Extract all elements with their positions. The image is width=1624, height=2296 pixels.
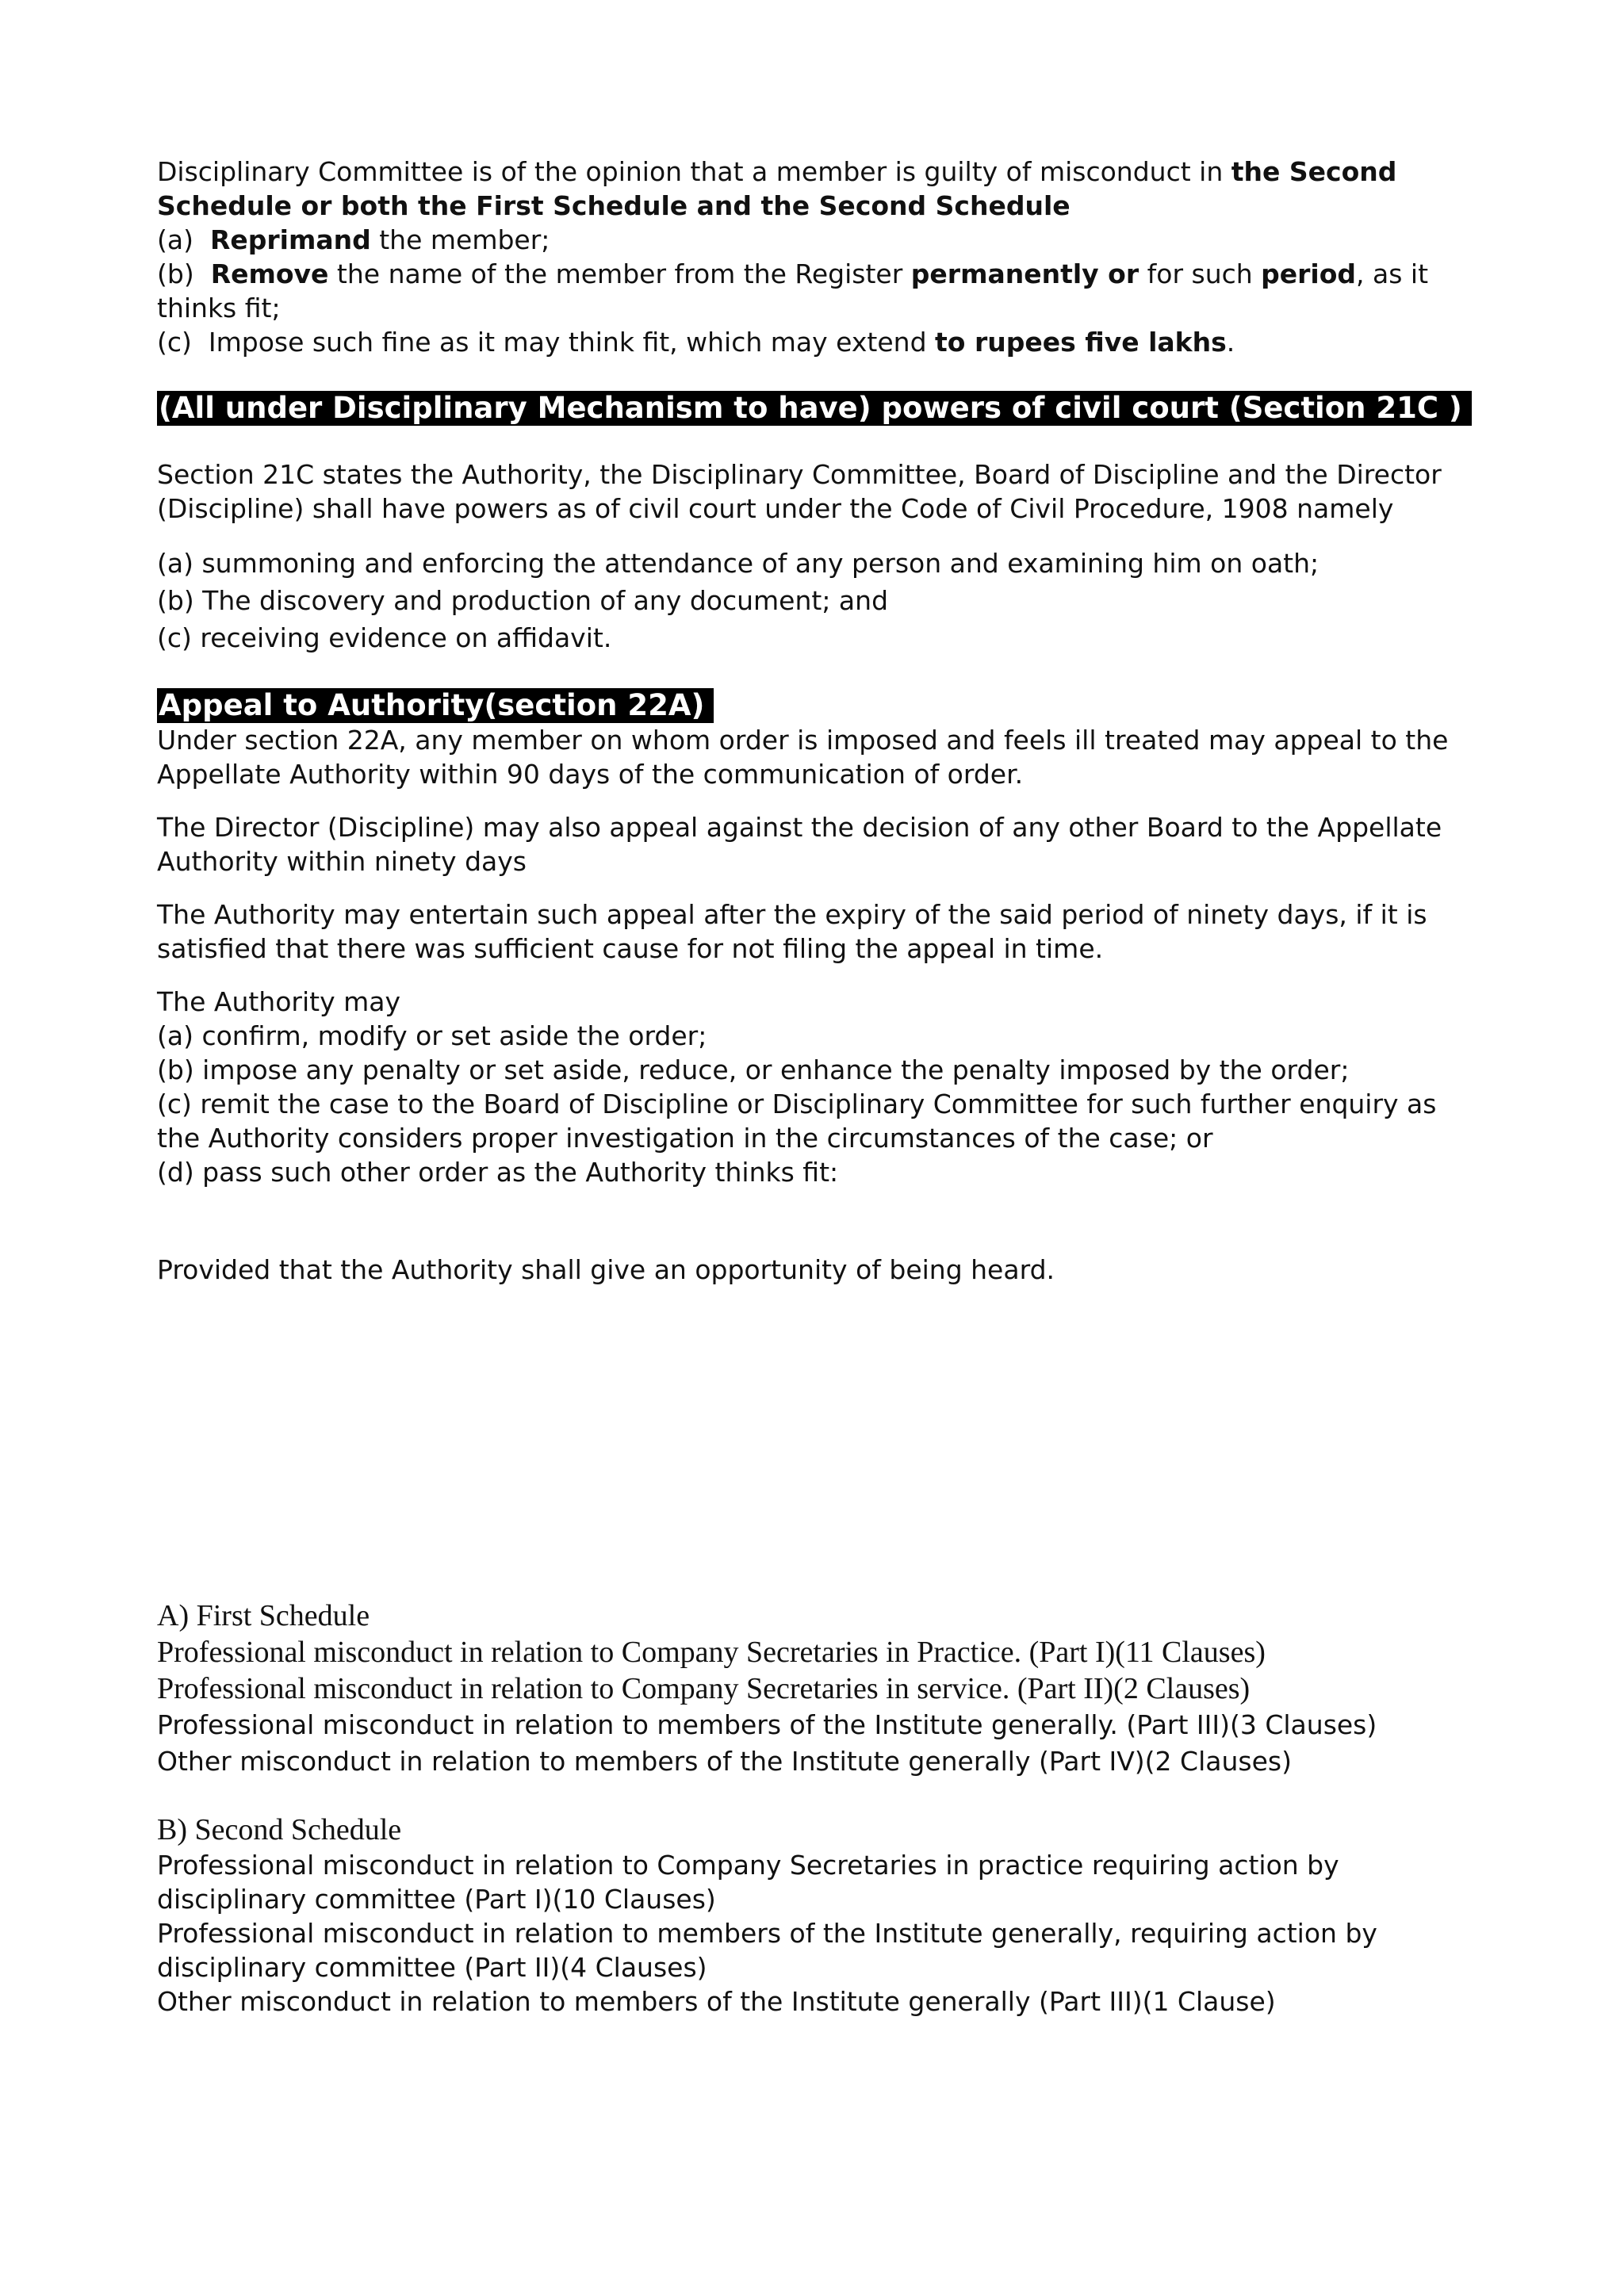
penalty-item-a [157, 223, 1505, 257]
penalty-item-b-bold-remove: Remove [210, 258, 329, 289]
first-schedule-item: Other misconduct in relation to members of the Institute generally (Part IV)(2 Clauses) [157, 1746, 1292, 1777]
penalty-item-b-bold-permanently: permanently or [910, 258, 1139, 289]
penalty-item-a-rest: the member; [370, 224, 550, 255]
appeal-proviso: Provided that the Authority shall give an opportunity of being heard. [157, 1254, 1055, 1285]
appeal-may-item: (c) remit the case to the Board of Discipline or Disciplinary Committee for such further enquiry as the Authority considers proper investigation in the circumstances of the case; or [157, 1089, 1437, 1154]
penalty-item-a-prefix: (a) [157, 224, 210, 255]
appeal-paragraph-1: Under section 22A, any member on whom order is imposed and feels ill treated may appeal to the Appellate Authority within 90 days of the communication of order. [157, 725, 1449, 790]
second-schedule-item: Professional misconduct in relation to members of the Institute generally, requiring action by disciplinary committee (Part II)(4 Clauses) [157, 1918, 1377, 1983]
appeal-heading-wrap [157, 688, 1505, 723]
appeal-may-item: (d) pass such other order as the Authority thinks fit: [157, 1157, 839, 1188]
appeal-heading: Appeal to Authority(section 22A) [157, 688, 714, 723]
penalty-item-c-prefix: (c) Impose such fine as it may think fit, which may extend [157, 327, 936, 358]
appeal-may-item: (b) impose any penalty or set aside, reduce, or enhance the penalty imposed by the order; [157, 1054, 1350, 1085]
appeal-paragraph-2: The Director (Discipline) may also appeal against the decision of any other Board to the Appellate Authority within ninety days [157, 812, 1442, 877]
penalty-item-a-bold: Reprimand [209, 224, 371, 255]
penalties-intro-text: Disciplinary Committee is of the opinion that a member is guilty of misconduct in [157, 156, 1231, 187]
civil-court-item: (b) The discovery and production of any document; and [157, 585, 889, 616]
appeal-paragraph-3: The Authority may entertain such appeal after the expiry of the said period of ninety days, if it is satisfied that there was sufficient cause for not filing the appeal in time. [157, 899, 1427, 964]
penalty-item-b-bold-period: period [1261, 258, 1357, 289]
first-schedule-title: A) First Schedule [157, 1599, 370, 1632]
penalty-item-c [157, 325, 1505, 359]
civil-court-item: (a) summoning and enforcing the attendance of any person and examining him on oath; [157, 548, 1320, 579]
penalty-item-b [157, 257, 1465, 325]
document-page [157, 155, 1505, 2019]
first-schedule-item: Professional misconduct in relation to members of the Institute generally. (Part III)(3 Clauses) [157, 1709, 1377, 1740]
penalty-item-c-rest: . [1226, 327, 1235, 358]
civil-court-heading-wrap [157, 391, 1505, 426]
appeal-may-item: (a) confirm, modify or set aside the order; [157, 1020, 707, 1051]
penalty-item-b-rest: , as it thinks fit; [157, 258, 1429, 323]
penalties-intro-paragraph [157, 155, 1497, 223]
first-schedule-item: Professional misconduct in relation to Company Secretaries in service. (Part II)(2 Clauses) [157, 1672, 1251, 1705]
penalty-item-b-mid1: the name of the member from the Register [328, 258, 911, 289]
civil-court-heading: (All under Disciplinary Mechanism to have) powers of civil court (Section 21C ) [157, 391, 1472, 426]
penalty-item-c-bold: to rupees five lakhs [935, 327, 1227, 358]
penalty-item-b-mid2: for such [1139, 258, 1262, 289]
second-schedule-title: B) Second Schedule [157, 1813, 402, 1846]
appeal-may-intro: The Authority may [157, 986, 400, 1017]
second-schedule-item: Other misconduct in relation to members of the Institute generally (Part III)(1 Clause) [157, 1986, 1276, 2017]
second-schedule-item: Professional misconduct in relation to Company Secretaries in practice requiring action by disciplinary committee (Part I)(10 Clauses) [157, 1850, 1339, 1915]
first-schedule-item: Professional misconduct in relation to Company Secretaries in Practice. (Part I)(11 Clauses) [157, 1636, 1266, 1669]
penalties-intro-bold: the Second Schedule or both the First Schedule and the Second Schedule [157, 156, 1397, 221]
civil-court-paragraph: Section 21C states the Authority, the Disciplinary Committee, Board of Discipline and the Director (Discipline) shall have powers as of civil court under the Code of Civil Procedure, 1908 namely [157, 459, 1442, 524]
penalty-item-b-prefix: (b) [157, 258, 211, 289]
civil-court-item: (c) receiving evidence on affidavit. [157, 622, 612, 653]
